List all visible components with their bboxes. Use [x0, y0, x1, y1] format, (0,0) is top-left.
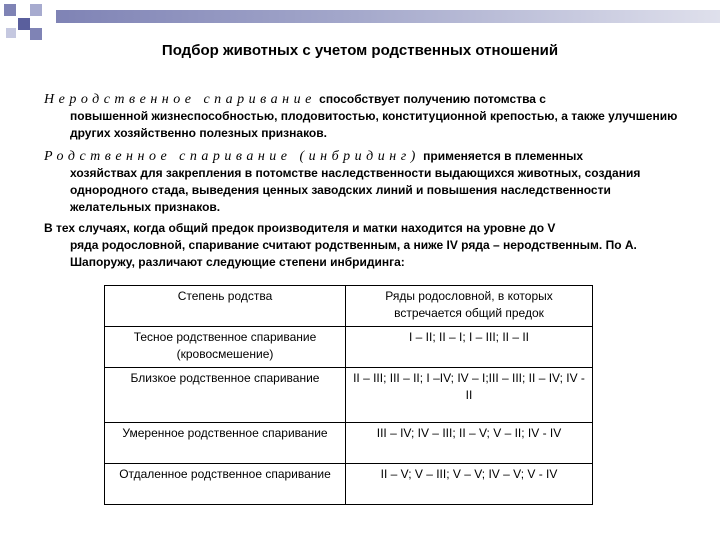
deco-square [30, 28, 42, 40]
paragraph-non-related [44, 91, 684, 142]
deco-square [6, 28, 16, 38]
para2-first-line: применяется в племенных [423, 149, 584, 163]
header-cell-degree: Степень родства [105, 286, 346, 327]
table-cell-degree: Близкое родственное спаривание [105, 368, 346, 423]
page-title: Подбор животных с учетом родственных отношений [161, 42, 559, 59]
table-cell-rows: II – V; V – III; V – V; IV – V; V - IV [346, 464, 593, 505]
table-cell-degree: Умеренное родственное спаривание [105, 423, 346, 464]
term-non-related: Неродственное спаривание [44, 92, 316, 107]
table-cell-rows: I – II; II – I; I – III; II – II [346, 327, 593, 368]
para1-first-line: способствует получению потомства с [319, 92, 546, 106]
table-row [105, 464, 593, 505]
paragraph-related [44, 148, 684, 216]
decorative-header [0, 0, 720, 40]
table-row [105, 423, 593, 464]
table-cell-degree: Отдаленное родственное спаривание [105, 464, 346, 505]
deco-bar [56, 10, 720, 23]
para2-continuation: хозяйствах для закрепления в потомстве наследственности выдающихся животных, создания однородного стада, выведения ценных заводских линий и повышения наследственности желательных признаков. [70, 166, 641, 214]
table-row [105, 368, 593, 423]
table-cell-rows: II – III; III – II; I –IV; IV – I;III – III; II – IV; IV - II [346, 368, 593, 423]
para3-first-line: В тех случаях, когда общий предок производителя и матки находится на уровне до V [44, 221, 556, 235]
para1-continuation: повышенной жизнеспособностью, плодовитостью, конституционной крепостью, а также улучшению других хозяйственно полезных признаков. [70, 109, 678, 140]
inbreeding-degrees-table [104, 285, 593, 505]
deco-square [4, 4, 16, 16]
term-related: Родственное спаривание (инбридинг) [44, 149, 420, 164]
para3-continuation: ряда родословной, спаривание считают родственным, а ниже IV ряда – неродственным. По А. Шапоружу, различают следующие степени инбридинга: [70, 238, 637, 269]
table-cell-degree: Тесное родственное спаривание (кровосмешение) [105, 327, 346, 368]
table-cell-rows: III – IV; IV – III; II – V; V – II; IV - IV [346, 423, 593, 464]
table-row [105, 327, 593, 368]
header-cell-rows: Ряды родословной, в которых встречается общий предок [346, 286, 593, 327]
paragraph-degrees [44, 220, 684, 271]
deco-square [30, 4, 42, 16]
table-header-row [105, 286, 593, 327]
deco-square [18, 18, 30, 30]
